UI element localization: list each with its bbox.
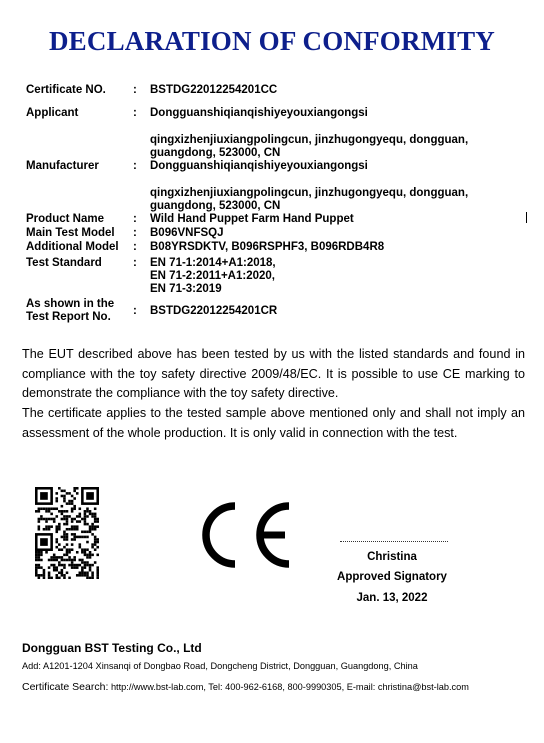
test-standard-value-2: EN 71-2:2011+A1:2020,: [150, 270, 275, 282]
manufacturer-address-line1: qingxizhenjiuxiangpolingcun, jinzhugongyequ, dongguan,: [150, 187, 469, 199]
company-name: Dongguan BST Testing Co., Ltd: [22, 641, 202, 655]
test-report-value: BSTDG22012254201CR: [150, 305, 278, 317]
test-standard-label: Test Standard: [26, 257, 102, 269]
certificate-no-label: Certificate NO.: [26, 84, 106, 96]
product-name-label: Product Name: [26, 213, 104, 225]
compliance-paragraph: The EUT described above has been tested by us with the listed standards and found in compliance with the toy safety directive 2009/48/EC. It is possible to use CE marking to demonstrate the compliance with the toy safety directive.: [22, 347, 525, 400]
manufacturer-label: Manufacturer: [26, 160, 99, 172]
applicant-address-line1: qingxizhenjiuxiangpolingcun, jinzhugongyequ, dongguan,: [150, 134, 469, 146]
contact-details: http://www.bst-lab.com, Tel: 400-962-6168, 800-9990305, E-mail: christina@bst-lab.com: [110, 682, 469, 692]
certificate-search-label: Certificate Search:: [22, 681, 109, 693]
validity-paragraph: The certificate applies to the tested sample above mentioned only and shall not imply an assessment of the whole production. It is only valid in connection with the test.: [22, 406, 525, 440]
qr-code-icon: [35, 487, 99, 579]
applicant-value: Dongguanshiqianqishiyeyouxiangongsi: [150, 107, 368, 119]
signatory-title: Approved Signatory: [337, 571, 447, 583]
document-title: DECLARATION OF CONFORMITY: [48, 26, 495, 56]
signatory-date: Jan. 13, 2022: [356, 592, 428, 604]
separator: :: [133, 305, 137, 317]
separator: :: [133, 213, 137, 225]
manufacturer-address-line2: guangdong, 523000, CN: [150, 200, 281, 212]
main-test-model-value: B096VNFSQJ: [150, 227, 224, 239]
additional-model-value: B08YRSDKTV, B096RSPHF3, B096RDB4R8: [150, 241, 385, 253]
applicant-address-line2: guangdong, 523000, CN: [150, 147, 281, 159]
text-cursor: [526, 212, 527, 223]
separator: :: [133, 84, 137, 96]
main-test-model-label: Main Test Model: [26, 227, 115, 239]
signature-line: [340, 541, 448, 542]
certificate-no-value: BSTDG22012254201CC: [150, 84, 278, 96]
separator: :: [133, 107, 137, 119]
contact-line: [22, 681, 469, 693]
separator: :: [133, 227, 137, 239]
ce-mark-icon: [195, 498, 293, 572]
test-standard-value-3: EN 71-3:2019: [150, 283, 222, 295]
signatory-name: Christina: [367, 551, 417, 563]
product-name-value: Wild Hand Puppet Farm Hand Puppet: [150, 213, 354, 225]
test-report-label-line2: Test Report No.: [26, 311, 111, 323]
separator: :: [133, 160, 137, 172]
test-report-label-line1: As shown in the: [26, 298, 115, 310]
separator: :: [133, 257, 137, 269]
test-standard-value-1: EN 71-1:2014+A1:2018,: [150, 257, 276, 269]
company-address: Add: A1201-1204 Xinsanqi of Dongbao Road, Dongcheng District, Dongguan, Guangdong, China: [22, 661, 418, 671]
manufacturer-value: Dongguanshiqianqishiyeyouxiangongsi: [150, 160, 368, 172]
additional-model-label: Additional Model: [26, 241, 119, 253]
applicant-label: Applicant: [26, 107, 79, 119]
separator: :: [133, 241, 137, 253]
